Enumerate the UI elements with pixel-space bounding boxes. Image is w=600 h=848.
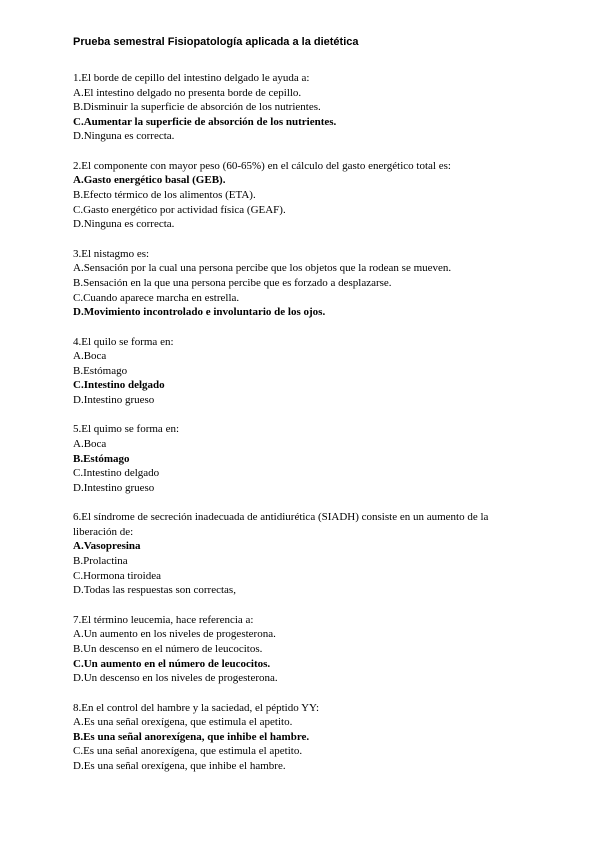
question-5: [73, 422, 533, 495]
question-stem: 8.En el control del hambre y la saciedad, el péptido YY:: [73, 701, 320, 714]
answer-option: D.Todas las respuestas son correctas,: [73, 584, 236, 597]
question-stem: 3.El nistagmo es:: [73, 247, 150, 260]
answer-option: B.Prolactina: [73, 555, 128, 568]
answer-option: B.Estómago: [73, 364, 128, 377]
answer-option: A.El intestino delgado no presenta borde de cepillo.: [73, 86, 302, 99]
question-8: [73, 701, 533, 774]
answer-option: A.Vasopresina: [73, 540, 141, 553]
question-stem: 7.El término leucemia, hace referencia a:: [73, 613, 254, 626]
question-list: [73, 71, 533, 788]
answer-option: B.Sensación en la que una persona percibe que es forzado a desplazarse.: [73, 276, 392, 289]
answer-option: C.Gasto energético por actividad física (GEAF).: [73, 203, 286, 216]
answer-option: B.Disminuir la superficie de absorción de los nutrientes.: [73, 101, 321, 114]
answer-option: D.Ninguna es correcta.: [73, 130, 175, 143]
answer-option: C.Intestino delgado: [73, 467, 160, 480]
question-1: [73, 71, 533, 144]
answer-option: D.Intestino grueso: [73, 393, 155, 406]
answer-option: A.Sensación por la cual una persona percibe que los objetos que la rodean se mueven.: [73, 262, 452, 275]
answer-option: C.Un aumento en el número de leucocitos.: [73, 657, 271, 670]
answer-option: B.Es una señal anorexígena, que inhibe el hambre.: [73, 730, 310, 743]
answer-option: A.Gasto energético basal (GEB).: [73, 174, 226, 187]
answer-option: D.Ninguna es correcta.: [73, 218, 175, 231]
answer-option: A.Un aumento en los niveles de progesterona.: [73, 628, 276, 641]
answer-option: D.Un descenso en los niveles de progesterona.: [73, 672, 278, 685]
answer-option: C.Cuando aparece marcha en estrella.: [73, 291, 240, 304]
question-4: [73, 335, 533, 408]
answer-option: A.Es una señal orexígena, que estimula el apetito.: [73, 716, 293, 729]
answer-option: C.Aumentar la superficie de absorción de los nutrientes.: [73, 115, 337, 128]
question-stem: 6.El síndrome de secreción inadecuada de antidiurética (SIADH) consiste en un aumento de la liberación de:: [73, 511, 489, 538]
answer-option: C.Es una señal anorexígena, que estimula el apetito.: [73, 745, 303, 758]
question-3: [73, 247, 533, 320]
answer-option: B.Efecto térmico de los alimentos (ETA).: [73, 189, 256, 202]
answer-option: A.Boca: [73, 350, 107, 363]
answer-option: D.Es una señal orexígena, que inhibe el hambre.: [73, 759, 286, 772]
question-stem: 5.El quimo se forma en:: [73, 423, 180, 436]
answer-option: A.Boca: [73, 438, 107, 451]
answer-option: D.Intestino grueso: [73, 481, 155, 494]
answer-option: B.Estómago: [73, 452, 130, 465]
answer-option: D.Movimiento incontrolado e involuntario de los ojos.: [73, 306, 326, 319]
question-stem: 4.El quilo se forma en:: [73, 335, 174, 348]
question-2: [73, 159, 533, 232]
answer-option: B.Un descenso en el número de leucocitos.: [73, 642, 263, 655]
question-6: [73, 510, 533, 598]
document-title: Prueba semestral Fisiopatología aplicada a la dietética: [73, 36, 359, 48]
answer-option: C.Intestino delgado: [73, 379, 165, 392]
question-stem: 2.El componente con mayor peso (60-65%) en el cálculo del gasto energético total es:: [73, 159, 451, 172]
question-7: [73, 613, 533, 686]
question-stem: 1.El borde de cepillo del intestino delgado le ayuda a:: [73, 72, 310, 84]
answer-option: C.Hormona tiroidea: [73, 569, 161, 582]
